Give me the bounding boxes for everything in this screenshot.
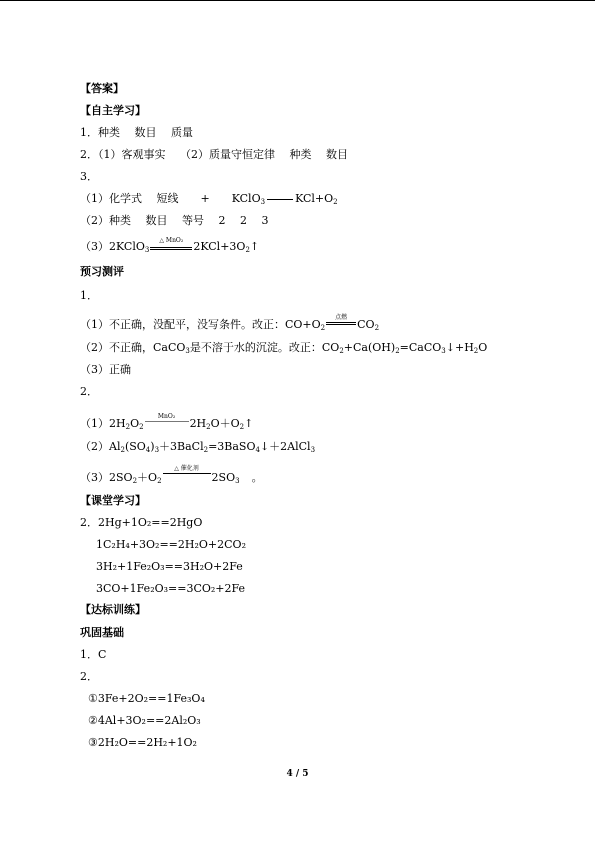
preview-heading: 预习测评 <box>80 265 124 278</box>
preview-number-2: 2． <box>80 385 98 398</box>
training-heading: 【达标训练】 <box>80 603 146 616</box>
training-answer-2: 2． <box>80 670 98 683</box>
training-answer-1: 1．C <box>80 648 107 661</box>
preview-q-2: $(2)Al_2(SO_4)_3+3BaCl_2=3BaSO_4↓+2AlCl_3$ <box>80 440 316 454</box>
self-study-line-3-1: （1）化学式 短线 + KClO$_3$ $KCl+O_2$ <box>80 192 338 206</box>
preview-answer-2: （2）不正确，CaCO$_3$是不溶于水的沉淀。改正：$CO_2+Ca(OH)_2=CaCO_3↓+H_2O$ <box>80 341 488 355</box>
preview-answer-3: （3）正确 <box>80 363 131 376</box>
preview-q-3: $(3)2SO_2+O_2$ △ 催化剂 $2SO_3$ 。 <box>80 465 263 485</box>
self-study-line-3: 3． <box>80 170 98 183</box>
preview-number-1: 1． <box>80 289 98 302</box>
class-study-line-1: 2．2Hg+1O₂==2HgO <box>80 516 203 529</box>
preview-q-1: $(1)2H_2O_2$ MnO₂ $2H_2O+O_2↑$ <box>80 413 254 431</box>
top-border <box>0 0 595 1</box>
training-equation-3: ③2H₂O==2H₂+1O₂ <box>88 736 197 749</box>
page-number: 4 / 5 <box>286 769 309 779</box>
training-subheading: 巩固基础 <box>80 626 124 639</box>
class-study-line-2: 1C₂H₄+3O₂==2H₂O+2CO₂ <box>96 538 246 551</box>
reaction-dash <box>267 199 293 200</box>
preview-answer-1: （1）不正确，没配平，没写条件。改正：$CO+O_2$ 点燃 $CO_2$ <box>80 314 380 332</box>
self-study-line-2: 2．（1）客观事实 （2）质量守恒定律 种类 数目 <box>80 148 348 161</box>
training-equation-1: ①3Fe+2O₂==1Fe₃O₄ <box>88 692 205 705</box>
self-study-line-3-3: （3）2KClO$_3$ △ MnO₂ $2KCl+3O_2↑$ <box>80 237 260 254</box>
class-study-line-3: 3H₂+1Fe₂O₃==3H₂O+2Fe <box>96 560 243 573</box>
self-study-heading: 【自主学习】 <box>80 104 146 117</box>
reaction-condition: △ MnO₂ <box>150 245 192 250</box>
class-study-heading: 【课堂学习】 <box>80 494 146 507</box>
training-equation-2: ②4Al+3O₂==2Al₂O₃ <box>88 714 201 727</box>
class-study-line-4: 3CO+1Fe₂O₃==3CO₂+2Fe <box>96 582 246 595</box>
self-study-line-3-2: （2）种类 数目 等号 2 2 3 <box>80 214 269 227</box>
answer-heading: 【答案】 <box>80 82 124 95</box>
self-study-line-1: 1．种类 数目 质量 <box>80 126 193 139</box>
